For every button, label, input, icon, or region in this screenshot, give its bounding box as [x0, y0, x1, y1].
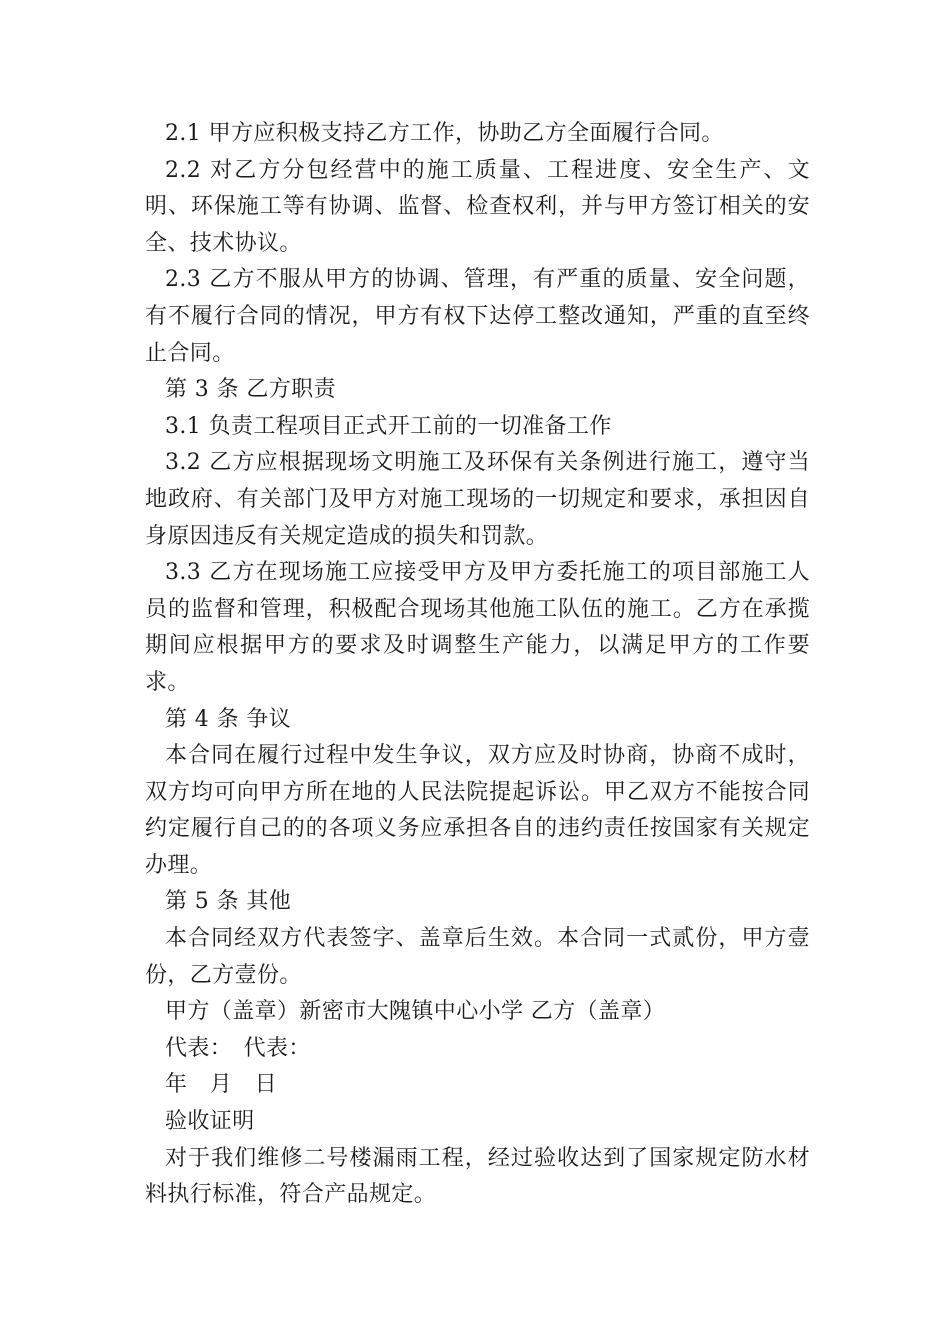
clause-2-2: 2.2 对乙方分包经营中的施工质量、工程进度、安全生产、文明、环保施工等有协调、监督、检查权利，并与甲方签订相关的安全、技术协议。	[145, 157, 810, 256]
representatives-line: 代表： 代表：	[165, 1035, 311, 1061]
effectiveness-paragraph: 本合同经双方代表签字、盖章后生效。本合同一式贰份，甲方壹份，乙方壹份。	[145, 926, 810, 988]
clause-3-2: 3.2 乙方应根据现场文明施工及环保有关条例进行施工，遵守当地政府、有关部门及甲方对施工现场的一切规定和要求，承担因自身原因违反有关规定造成的损失和罚款。	[145, 450, 810, 549]
article-3-heading: 第 3 条 乙方职责	[165, 377, 336, 403]
clause-3-1: 3.1 负责工程项目正式开工前的一切准备工作	[165, 413, 612, 439]
article-5-heading: 第 5 条 其他	[165, 889, 292, 915]
date-line: 年 月 日	[165, 1072, 278, 1098]
clause-2-3: 2.3 乙方不服从甲方的协调、管理，有严重的质量、安全问题，有不履行合同的情况，甲方有权下达停工整改通知，严重的直至终止合同。	[145, 267, 810, 366]
signature-parties-line: 甲方（盖章）新密市大隗镇中心小学 乙方（盖章）	[165, 999, 666, 1025]
clause-3-3: 3.3 乙方在现场施工应接受甲方及甲方委托施工的项目部施工人员的监督和管理，积极配合现场其他施工队伍的施工。乙方在承揽期间应根据甲方的要求及时调整生产能力，以满足甲方的工作要求。	[145, 560, 810, 695]
clause-2-1: 2.1 甲方应积极支持乙方工作，协助乙方全面履行合同。	[165, 121, 724, 146]
article-4-heading: 第 4 条 争议	[165, 706, 292, 732]
acceptance-certificate-title: 验收证明	[165, 1109, 255, 1135]
dispute-paragraph: 本合同在履行过程中发生争议，双方应及时协商，协商不成时，双方均可向甲方所在地的人民法院提起诉讼。甲乙双方不能按合同约定履行自己的的各项义务应承担各自的违约责任按国家有关规定办理。	[145, 743, 810, 878]
document-body	[145, 116, 810, 1214]
acceptance-certificate-body: 对于我们维修二号楼漏雨工程，经过验收达到了国家规定防水材料执行标准，符合产品规定。	[145, 1145, 810, 1208]
